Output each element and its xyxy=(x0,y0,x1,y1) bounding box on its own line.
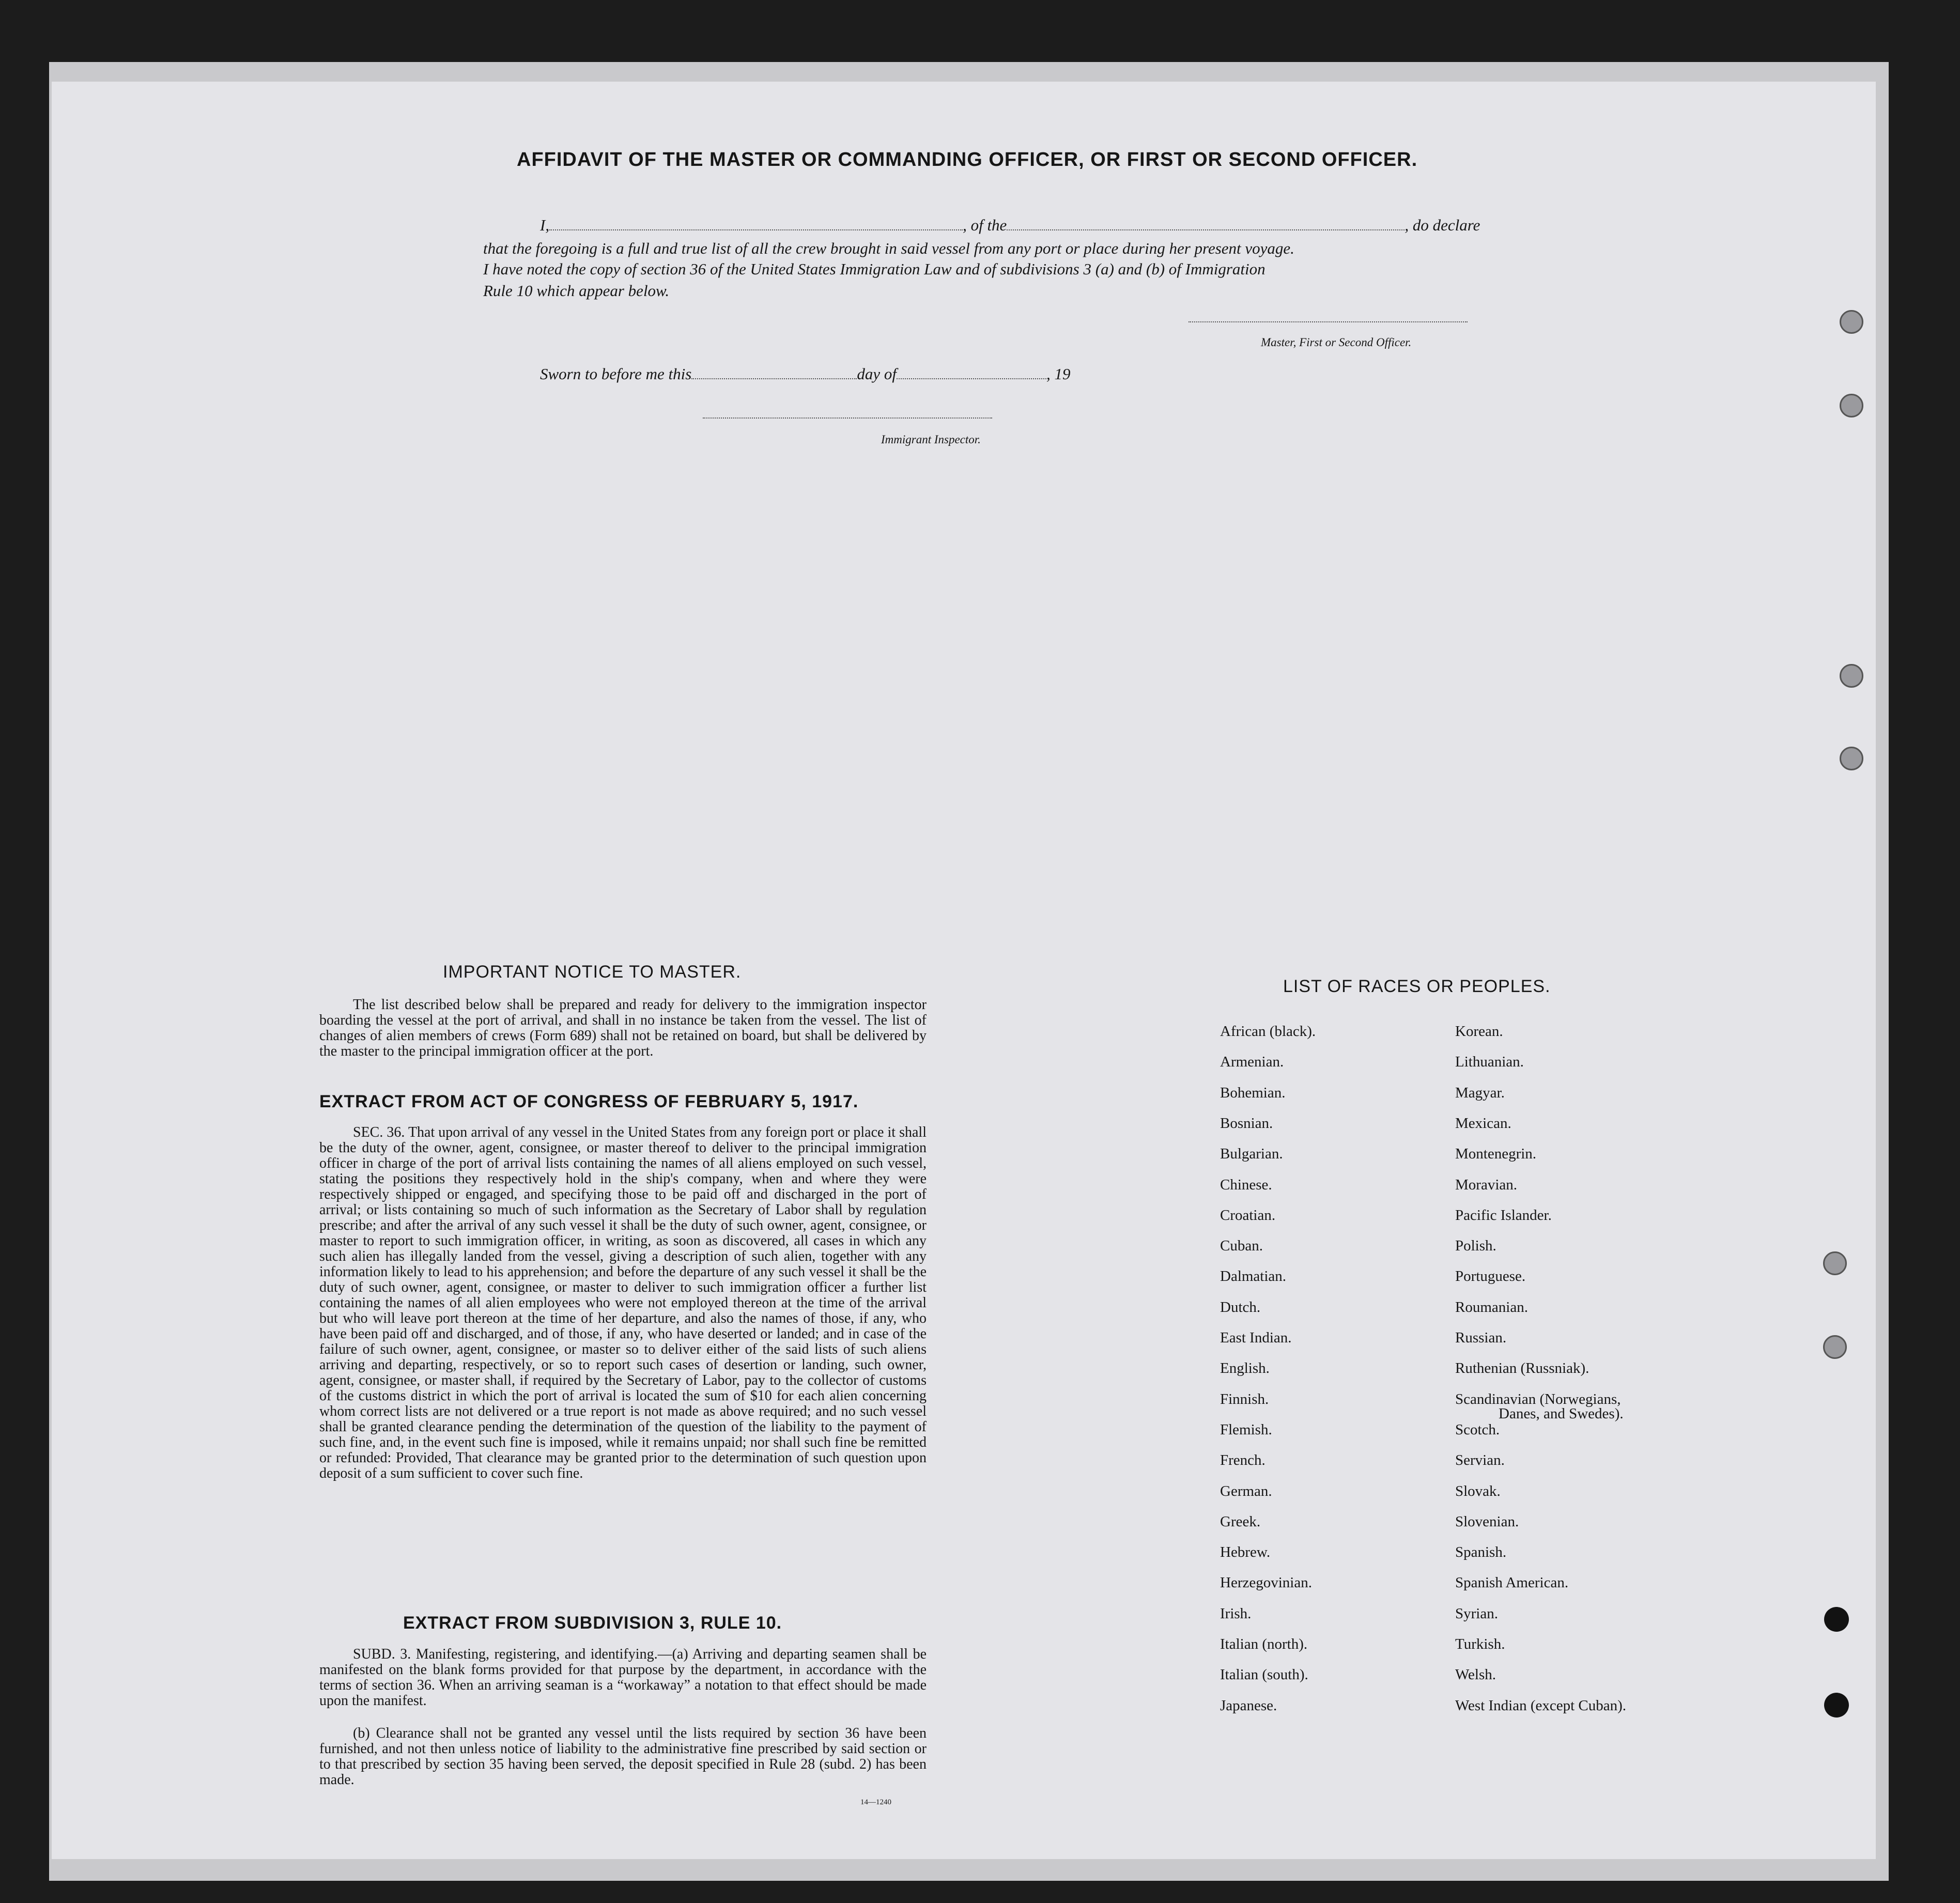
day-blank[interactable] xyxy=(691,378,857,379)
race-item: Magyar. xyxy=(1455,1084,1505,1101)
affidavit-line-1 xyxy=(540,216,1480,235)
race-item: Chinese. xyxy=(1220,1176,1272,1193)
race-item: Spanish American. xyxy=(1455,1574,1569,1591)
affidavit-of-the: , of the xyxy=(963,216,1007,234)
vessel-blank[interactable] xyxy=(1007,229,1405,230)
races-title: LIST OF RACES OR PEOPLES. xyxy=(1283,977,1551,996)
race-item: Scotch. xyxy=(1455,1421,1500,1438)
inspector-signature-line[interactable] xyxy=(703,417,992,419)
race-item: Servian. xyxy=(1455,1452,1505,1469)
race-item: Cuban. xyxy=(1220,1237,1263,1255)
year-text: , 19 xyxy=(1046,365,1071,383)
race-item: French. xyxy=(1220,1452,1265,1469)
sworn-text: Sworn to before me this xyxy=(540,365,692,383)
race-item: Finnish. xyxy=(1220,1390,1269,1407)
race-item: African (black). xyxy=(1220,1023,1316,1040)
race-item: English. xyxy=(1220,1360,1270,1377)
rule-title: EXTRACT FROM SUBDIVISION 3, RULE 10. xyxy=(403,1613,782,1633)
day-of-text: day of xyxy=(857,365,897,383)
race-item: Roumanian. xyxy=(1455,1298,1528,1316)
form-number: 14—1240 xyxy=(860,1798,891,1806)
act-text: SEC. 36. That upon arrival of any vessel in the United States from any foreign port or place it shall be the duty of the owner, agent, consignee, or master thereof to deliver to the principal immigration officer in charge of the port of arrival lists containing the names of all aliens employed on such vessel, stating the positions they respectively hold in the ship's company, when and where they were respectively shipped or engaged, and specifying those to be paid off and discharged in the port of arrival; or lists containing so much of such information as the Secretary of Labor shall by regulation prescribe; and after the arrival of any such vessel it shall be the duty of such owner, agent, consignee, or master to report to such immigration officer, in writing, as soon as discovered, all cases in which any such alien has illegally landed from the vessel, giving a description of such alien, together with any information likely to lead to his apprehension; and before the departure of any such vessel it shall be the duty of such owner, agent, consignee, or master to deliver to such immigration officer a further list containing the names of all alien employees who were not employed thereon at the time of the arrival but who will leave port thereon at the time of her departure, and also the names of those, if any, who have been paid off and discharged, and of those, if any, who have deserted or landed; and in case of the failure of such owner, agent, consignee, or master so to deliver either of the said lists of such aliens arriving and departing, respectively, or so to report such cases of desertion or landing, such owner, agent, consignee, or master shall, if required by the Secretary of Labor, pay to the collector of customs of the customs district in which the port of arrival is located the sum of $10 for each alien concerning whom correct lists are not delivered or a true report is not made as above required; and no such vessel shall be granted clearance pending the determination of the question of the liability to the payment of such fine, and, in the event such fine is imposed, while it remains unpaid; nor shall such fine be remitted or refunded: Provided, That clearance may be granted prior to the determination of such question upon deposit of a sum sufficient to cover such fine. xyxy=(319,1124,927,1481)
notice-title: IMPORTANT NOTICE TO MASTER. xyxy=(443,962,742,982)
affidavit-title: AFFIDAVIT OF THE MASTER OR COMMANDING OFFICER, OR FIRST OR SECOND OFFICER. xyxy=(517,149,1418,171)
race-item: Spanish. xyxy=(1455,1544,1507,1561)
act-title: EXTRACT FROM ACT OF CONGRESS OF FEBRUARY 5, 1917. xyxy=(319,1092,859,1111)
rule-text-b: (b) Clearance shall not be granted any vessel until the lists required by section 36 have been furnished, and not then unless notice of liability to the administrative fine prescribed by said section or to that prescribed by section 35 having been served, the deposit specified in Rule 28 (subd. 2) has been made. xyxy=(319,1725,927,1788)
race-item: Bosnian. xyxy=(1220,1115,1273,1132)
race-item: Dutch. xyxy=(1220,1298,1261,1316)
race-item: Italian (south). xyxy=(1220,1666,1308,1683)
race-item: Danes, and Swedes). xyxy=(1499,1405,1624,1422)
master-signature-label: Master, First or Second Officer. xyxy=(1261,336,1412,349)
punch-hole xyxy=(1840,394,1863,417)
race-item: Slovak. xyxy=(1455,1482,1501,1499)
rule-text-a: SUBD. 3. Manifesting, registering, and identifying.—(a) Arriving and departing seamen shall be manifested on the blank forms provided for that purpose by the department, in accordance with the terms of section 36. When an arriving seaman is a “workaway” a notation to that effect should be made upon the manifest. xyxy=(319,1646,927,1709)
affidavit-i: I, xyxy=(540,216,550,234)
month-blank[interactable] xyxy=(897,378,1046,379)
punch-hole xyxy=(1840,747,1863,770)
race-item: Flemish. xyxy=(1220,1421,1272,1438)
name-blank[interactable] xyxy=(549,229,963,230)
race-item: Slovenian. xyxy=(1455,1513,1519,1530)
punch-hole xyxy=(1824,1607,1849,1632)
form-sheet xyxy=(52,82,1876,1859)
race-item: Scandinavian (Norwegians, xyxy=(1455,1390,1621,1407)
race-item: German. xyxy=(1220,1482,1272,1499)
notice-text: The list described below shall be prepared and ready for delivery to the immigration inspector boarding the vessel at the port of arrival, and shall in no instance be taken from the vessel. The list of changes of alien members of crews (Form 689) shall not be retained on board, but shall be delivered by the master to the principal immigration officer at the port. xyxy=(319,997,927,1059)
punch-hole xyxy=(1840,310,1863,334)
affidavit-line-4: Rule 10 which appear below. xyxy=(483,282,670,300)
race-item: Korean. xyxy=(1455,1023,1503,1040)
race-item: Japanese. xyxy=(1220,1697,1277,1714)
race-item: Portuguese. xyxy=(1455,1268,1526,1285)
race-item: Croatian. xyxy=(1220,1206,1276,1224)
race-item: Russian. xyxy=(1455,1329,1507,1346)
race-item: Dalmatian. xyxy=(1220,1268,1287,1285)
race-item: Herzegovinian. xyxy=(1220,1574,1312,1591)
affidavit-line-2: that the foregoing is a full and true list of all the crew brought in said vessel from any port or place during her present voyage. xyxy=(483,239,1294,257)
punch-hole xyxy=(1840,664,1863,688)
master-signature-line[interactable] xyxy=(1189,321,1468,322)
affidavit-declare: , do declare xyxy=(1405,216,1480,234)
race-item: Bulgarian. xyxy=(1220,1146,1283,1163)
race-item: Moravian. xyxy=(1455,1176,1517,1193)
race-item: Irish. xyxy=(1220,1605,1252,1622)
inspector-signature-label: Immigrant Inspector. xyxy=(881,433,981,446)
affidavit-line-3: I have noted the copy of section 36 of the United States Immigration Law and of subdivisions 3 (a) and (b) of Immigration xyxy=(483,260,1265,278)
race-item: Welsh. xyxy=(1455,1666,1496,1683)
race-item: Polish. xyxy=(1455,1237,1496,1255)
punch-hole xyxy=(1823,1335,1847,1359)
race-item: Ruthenian (Russniak). xyxy=(1455,1360,1589,1377)
race-item: Hebrew. xyxy=(1220,1544,1271,1561)
race-item: West Indian (except Cuban). xyxy=(1455,1697,1627,1714)
race-item: Armenian. xyxy=(1220,1054,1284,1071)
sworn-line xyxy=(540,365,1070,383)
punch-hole xyxy=(1824,1693,1849,1718)
race-item: East Indian. xyxy=(1220,1329,1292,1346)
race-item: Turkish. xyxy=(1455,1636,1505,1652)
race-item: Syrian. xyxy=(1455,1605,1498,1622)
race-item: Montenegrin. xyxy=(1455,1146,1537,1163)
race-item: Italian (north). xyxy=(1220,1636,1308,1652)
race-item: Bohemian. xyxy=(1220,1084,1286,1101)
race-item: Lithuanian. xyxy=(1455,1054,1524,1071)
race-item: Mexican. xyxy=(1455,1115,1511,1132)
race-item: Greek. xyxy=(1220,1513,1261,1530)
punch-hole xyxy=(1823,1251,1847,1275)
race-item: Pacific Islander. xyxy=(1455,1206,1552,1224)
